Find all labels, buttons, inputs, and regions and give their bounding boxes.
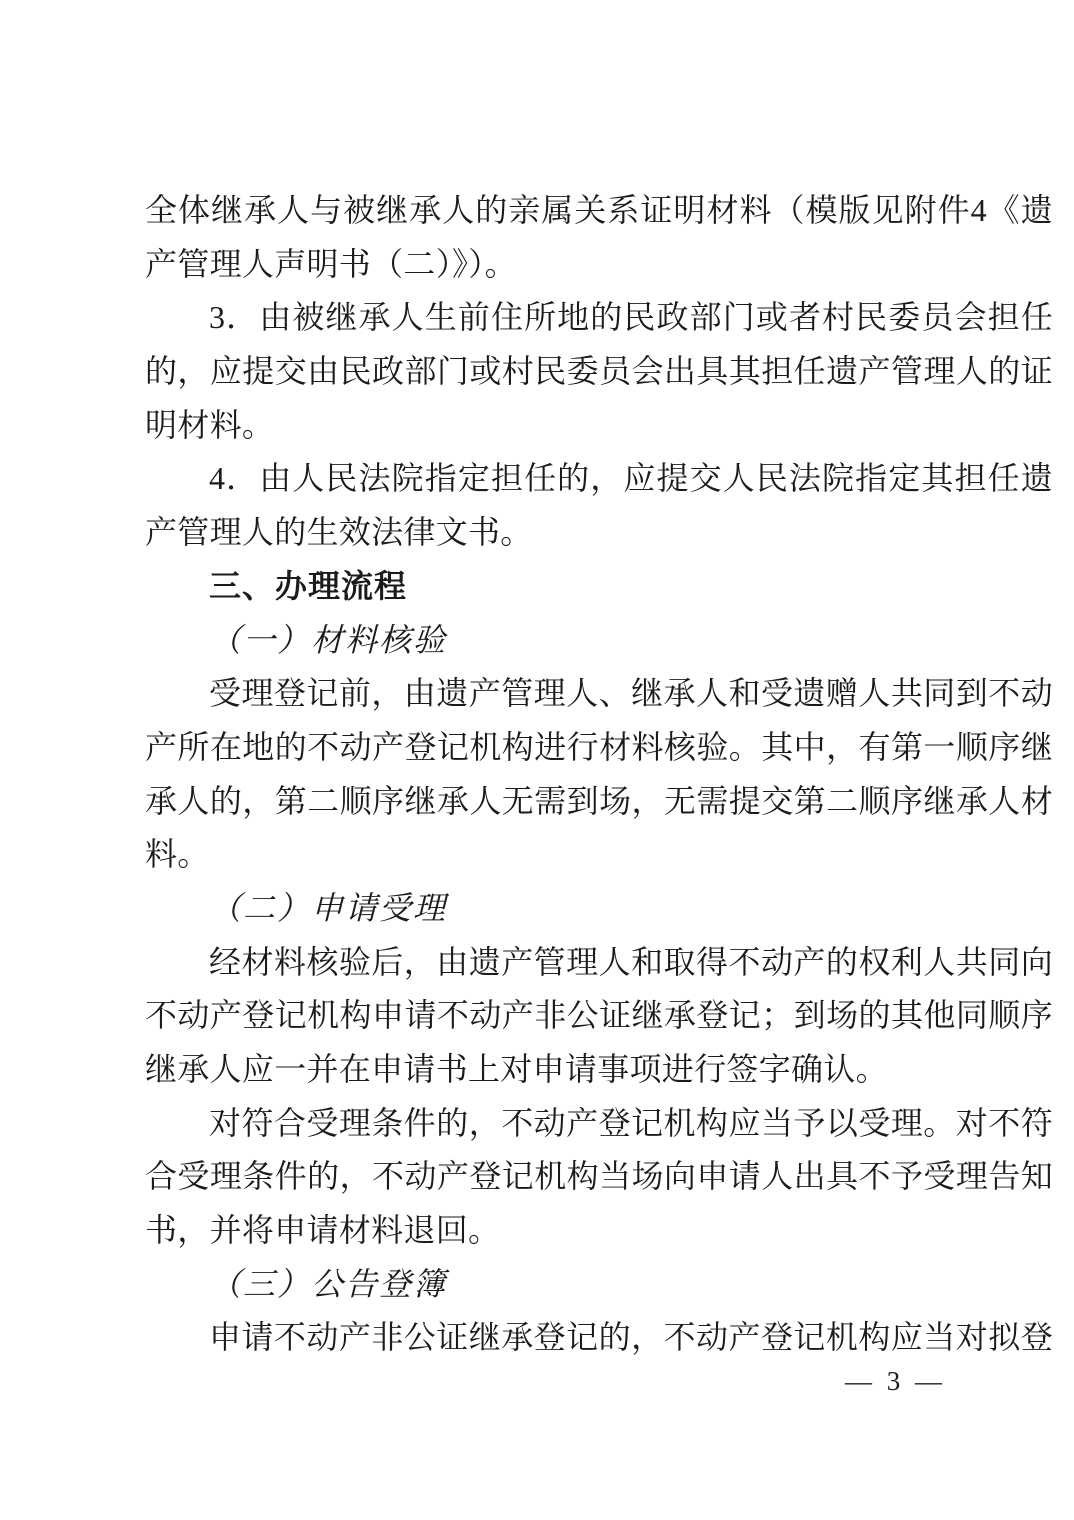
body-line: 料。 [145,836,210,873]
body-line: 经材料核验后，由遗产管理人和取得不动产的权利人共同向 [209,943,1053,980]
body-line: 的，应提交由民政部门或村民委员会出具其担任遗产管理人的证 [145,353,1053,390]
body-line: 对符合受理条件的，不动产登记机构应当予以受理。对不符 [209,1104,1053,1141]
subsection-heading-2: （二）申请受理 [209,889,448,926]
section-heading: 三、办理流程 [209,567,408,604]
subsection-heading-1: （一）材料核验 [209,621,448,658]
body-line-item-4: 4．由人民法院指定担任的，应提交人民法院指定其担任遗 [209,460,1053,497]
body-line-item-3: 3．由被继承人生前住所地的民政部门或者村民委员会担任 [209,299,1053,336]
body-line: 明材料。 [145,406,275,443]
body-line: 产管理人声明书（二）》）。 [145,245,517,282]
body-line: 合受理条件的，不动产登记机构当场向申请人出具不予受理告知 [145,1158,1053,1195]
body-line: 产所在地的不动产登记机构进行材料核验。其中，有第一顺序继 [145,728,1053,765]
body-line: 继承人应一并在申请书上对申请事项进行签字确认。 [145,1051,888,1087]
body-line: 产管理人的生效法律文书。 [145,514,533,551]
body-line: 受理登记前，由遗产管理人、继承人和受遗赠人共同到不动 [209,675,1053,712]
body-line: 申请不动产非公证继承登记的，不动产登记机构应当对拟登 [209,1319,1053,1356]
body-line: 承人的，第二顺序继承人无需到场，无需提交第二顺序继承人材 [145,782,1053,819]
document-body [145,184,1053,1365]
body-line: 不动产登记机构申请不动产非公证继承登记；到场的其他同顺序 [145,997,1053,1034]
body-line: 全体继承人与被继承人的亲属关系证明材料（模版见附件4《遗 [145,192,1053,228]
body-line: 书，并将申请材料退回。 [145,1212,501,1249]
page-number: — 3 — [845,1366,946,1396]
subsection-heading-3: （三）公告登簿 [209,1265,448,1302]
